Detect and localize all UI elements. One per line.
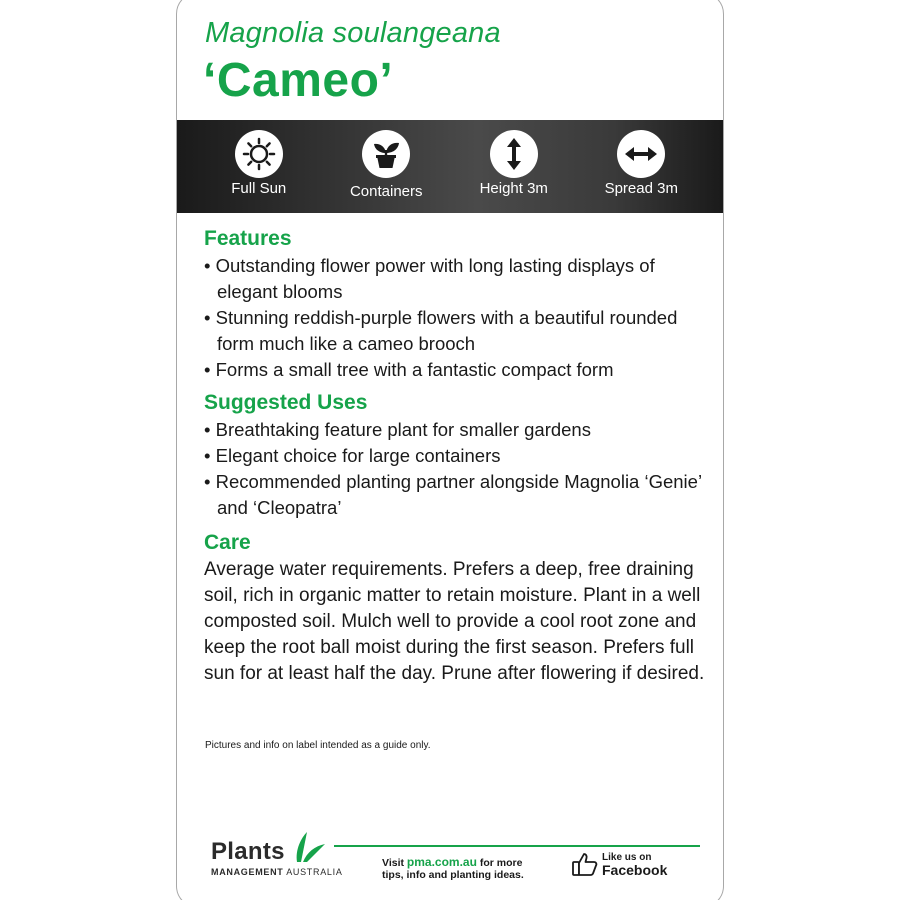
cultivar-name: ‘Cameo’ (203, 54, 394, 107)
thumbs-up-icon (572, 852, 598, 876)
icon-bar (177, 120, 723, 213)
icon-full-sun (199, 120, 319, 213)
icon-height (454, 120, 574, 213)
features-list (204, 253, 714, 383)
icon-label: Containers (349, 183, 423, 200)
features-heading: Features (204, 227, 292, 250)
list-item: • Elegant choice for large containers (204, 443, 714, 469)
plant-label-card (176, 0, 724, 900)
website-link[interactable]: pma.com.au (406, 855, 477, 869)
facebook-label: Facebook (602, 862, 668, 878)
disclaimer: Pictures and info on label intended as a guide only. (205, 740, 431, 751)
care-heading: Care (204, 531, 251, 554)
suggested-uses-heading: Suggested Uses (204, 391, 368, 414)
potted-plant-icon (362, 130, 410, 178)
logo-plants-text: Plants (211, 838, 285, 865)
list-item: • Outstanding flower power with long lasting displays of elegant blooms (204, 253, 714, 305)
sun-icon (235, 130, 283, 178)
uses-list (204, 417, 714, 521)
logo-subtitle: MANAGEMENT AUSTRALIA (211, 867, 343, 877)
botanical-name: Magnolia soulangeana (205, 17, 501, 49)
list-item: • Recommended planting partner alongside Magnolia ‘Genie’ and ‘Cleopatra’ (204, 469, 714, 521)
icon-label: Height 3m (479, 180, 548, 197)
care-text: Average water requirements. Prefers a deep, free draining soil, rich in organic matter to retain moisture. Plant in a well composted soil. Mulch well to provide a cool root zone and keep the root ball moist during the first season. Prefers full sun for at least half the day. Prune after flowering if desired. (204, 559, 705, 684)
facebook-badge[interactable] (572, 852, 667, 876)
like-us-label: Like us on (602, 852, 652, 863)
icon-label: Full Sun (231, 180, 287, 197)
footer-divider (334, 845, 700, 847)
pma-logo (211, 838, 343, 877)
horizontal-arrow-icon (617, 130, 665, 178)
leaf-icon (291, 830, 327, 864)
label-content (204, 225, 714, 687)
icon-containers (326, 120, 446, 213)
visit-website-text: Visit pma.com.au for more tips, info and planting ideas. (382, 855, 524, 881)
list-item: • Breathtaking feature plant for smaller gardens (204, 417, 714, 443)
list-item: • Stunning reddish-purple flowers with a beautiful rounded form much like a cameo brooch (204, 305, 714, 357)
icon-label: Spread 3m (604, 180, 678, 197)
icon-spread (581, 120, 701, 213)
vertical-arrow-icon (490, 130, 538, 178)
list-item: • Forms a small tree with a fantastic compact form (204, 357, 714, 383)
